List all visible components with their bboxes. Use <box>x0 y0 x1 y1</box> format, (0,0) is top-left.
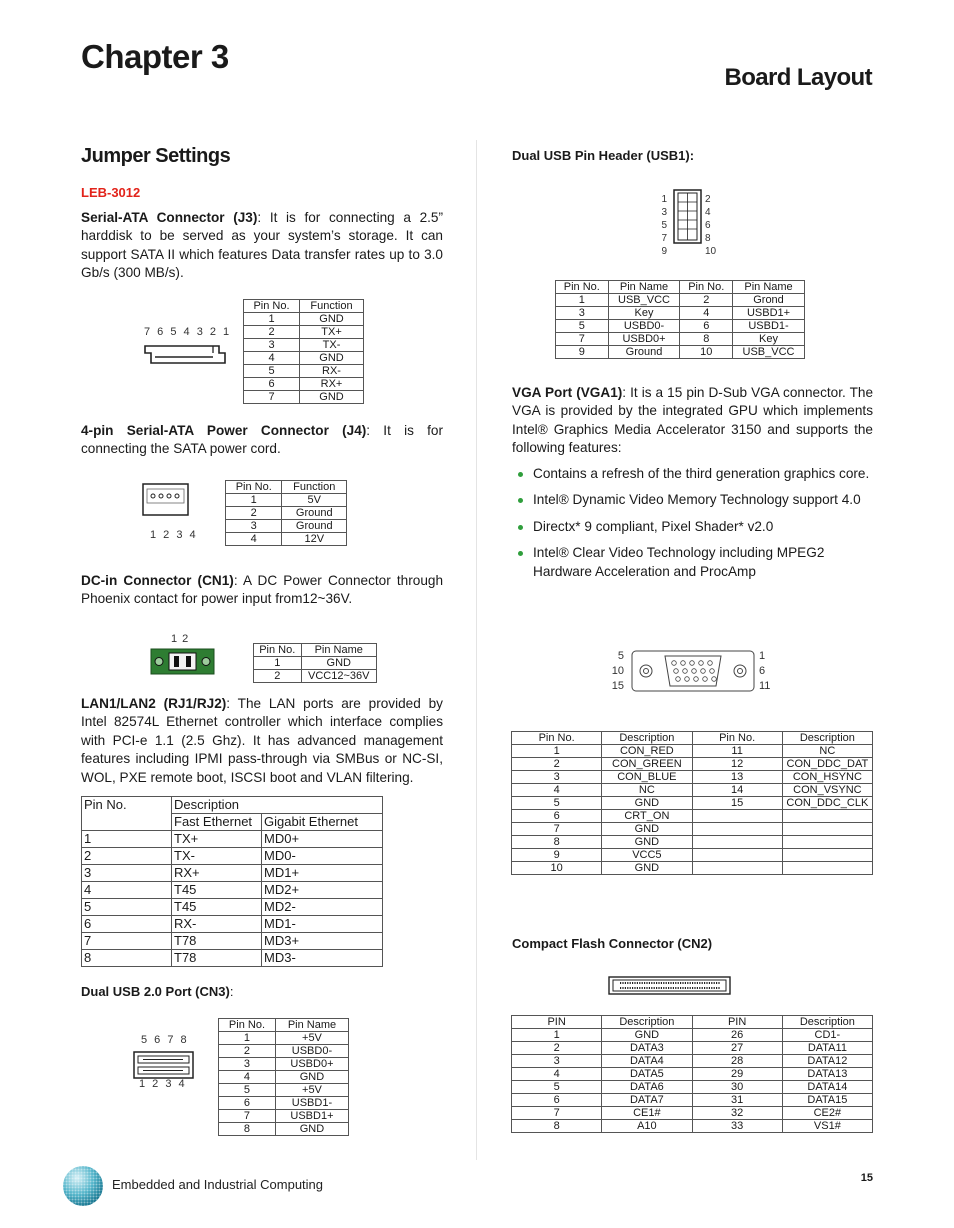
table-row: 3 CON_BLUE 13 CON_HSYNC <box>512 771 873 784</box>
table-row: 3 TX- <box>244 339 364 352</box>
sata-power-paragraph <box>81 422 443 459</box>
table-row: 1 5V <box>226 494 347 507</box>
table-row: 5 USBD0- 6 USBD1- <box>556 320 805 333</box>
usb1-pin-table <box>555 280 805 359</box>
table-row: 6 RX+ <box>244 378 364 391</box>
table-row: 2 TX+ <box>244 326 364 339</box>
usb2-connector-diagram <box>133 1051 195 1079</box>
table-row: 9 VCC5 <box>512 849 873 862</box>
table-header: Pin No. <box>219 1019 276 1032</box>
table-row: 4 12V <box>226 533 347 546</box>
sata-power-pin-table <box>225 480 347 546</box>
sata-pin-table <box>243 299 364 404</box>
usb1-heading: Dual USB Pin Header (USB1): <box>512 148 695 163</box>
company-logo-icon <box>62 1165 104 1207</box>
section-title: Board Layout <box>724 64 872 91</box>
table-header: Pin No. <box>254 644 302 657</box>
vga-pin-table <box>511 731 873 875</box>
table-row: 4 GND <box>219 1071 349 1084</box>
sata-pin-label: 7 6 5 4 3 2 1 <box>144 326 232 338</box>
table-row: 6 RX- MD1- <box>82 916 383 933</box>
table-row: 2 VCC12~36V <box>254 670 377 683</box>
usb2-bottom-label: 1 2 3 4 <box>139 1078 187 1090</box>
table-header: Description <box>602 1016 692 1029</box>
table-row: 8 GND <box>219 1123 349 1136</box>
table-header: Pin No. <box>692 732 782 745</box>
list-item: Intel® Dynamic Video Memory Technology support 4.0 <box>512 491 873 509</box>
list-item: Intel® Clear Video Technology including MPEG2 Hardware Acceleration and ProcAmp <box>512 544 873 581</box>
table-header: Pin No. <box>244 300 300 313</box>
cf-heading: Compact Flash Connector (CN2) <box>512 936 713 951</box>
table-header: Function <box>282 481 347 494</box>
table-header: Pin No. <box>512 732 602 745</box>
vga-feature-list <box>512 465 873 589</box>
chapter-title: Chapter 3 <box>81 38 229 75</box>
table-row: 8 T78 MD3- <box>82 950 383 967</box>
table-row: 4 DATA5 29 DATA13 <box>512 1068 873 1081</box>
usb2-heading <box>81 984 233 999</box>
table-row: 7 USBD1+ <box>219 1110 349 1123</box>
table-header: PIN <box>692 1016 782 1029</box>
table-row: 1 USB_VCC 2 Grond <box>556 294 805 307</box>
lan-title: LAN1/LAN2 (RJ1/RJ2) <box>81 696 227 711</box>
bullet-icon <box>518 525 523 530</box>
table-header: Pin Name <box>733 281 805 294</box>
table-row: 7 CE1# 32 CE2# <box>512 1107 873 1120</box>
table-row: 8 A10 33 VS1# <box>512 1120 873 1133</box>
lan-paragraph <box>81 695 443 787</box>
table-row: 4 NC 14 CON_VSYNC <box>512 784 873 797</box>
table-row: 6 USBD1- <box>219 1097 349 1110</box>
table-header: Function <box>300 300 364 313</box>
table-header: Pin No. <box>226 481 282 494</box>
table-row: 8 GND <box>512 836 873 849</box>
cf-connector-diagram <box>608 976 732 996</box>
table-header: Gigabit Ethernet <box>262 814 383 831</box>
table-row: 3 USBD0+ <box>219 1058 349 1071</box>
dcin-text: : A DC Power Connector through Phoenix contact for power input from12~36V. <box>81 573 444 607</box>
column-divider <box>476 140 477 1160</box>
table-row: 1 GND <box>244 313 364 326</box>
table-header: PIN <box>512 1016 602 1029</box>
vga-right-labels: 1 6 11 <box>759 650 771 692</box>
usb2-pin-table <box>218 1018 349 1136</box>
bullet-icon <box>518 498 523 503</box>
table-header: Description <box>782 1016 872 1029</box>
sata-title: Serial-ATA Connector (J3) <box>81 210 258 225</box>
vga-paragraph <box>512 384 873 458</box>
table-header: Fast Ethernet <box>172 814 262 831</box>
table-row: 10 GND <box>512 862 873 875</box>
sata-connector-diagram <box>143 340 228 370</box>
table-row: 2 CON_GREEN 12 CON_DDC_DAT <box>512 758 873 771</box>
table-row: 2 USBD0- <box>219 1045 349 1058</box>
table-row: 3 Ground <box>226 520 347 533</box>
sata-power-pin-label: 1 2 3 4 <box>150 529 198 541</box>
bullet-icon <box>518 551 523 556</box>
table-header: Description <box>782 732 872 745</box>
usb2-title: Dual USB 2.0 Port (CN3) <box>81 984 230 999</box>
table-row: 5 T45 MD2- <box>82 899 383 916</box>
vga-text: : It is a 15 pin D-Sub VGA connector. The VGA is provided by the integrated GPU which implements Intel® Graphics Media Accelerator 3150 and supports the following features: <box>512 385 873 456</box>
table-header: Pin Name <box>608 281 680 294</box>
table-row: 6 CRT_ON <box>512 810 873 823</box>
cf-pin-table <box>511 1015 873 1133</box>
table-header: Pin No. <box>82 797 172 831</box>
bullet-icon <box>518 472 523 477</box>
table-row: 7 T78 MD3+ <box>82 933 383 950</box>
table-row: 1 GND <box>254 657 377 670</box>
table-row: 1 GND 26 CD1- <box>512 1029 873 1042</box>
vga-title: VGA Port (VGA1) <box>512 385 623 400</box>
dcin-paragraph <box>81 572 443 609</box>
table-row: 4 T45 MD2+ <box>82 882 383 899</box>
table-row: 2 Ground <box>226 507 347 520</box>
lan-text: : The LAN ports are provided by Intel 82574L Ethernet controller which interface complies with PCI-e 1.1 (2.5 Ghz). It has advanced management features including IPMI pass-through via SMBus or NC-SI, WOL, PXE remote boot, ISCSI boot and VLAN filtering. <box>81 696 443 785</box>
table-row: 5 +5V <box>219 1084 349 1097</box>
table-row: 3 DATA4 28 DATA12 <box>512 1055 873 1068</box>
table-row: 6 DATA7 31 DATA15 <box>512 1094 873 1107</box>
vga-left-labels: 5 10 15 <box>611 650 624 692</box>
dcin-pin-label: 1 2 <box>171 633 190 645</box>
table-row: 7 GND <box>512 823 873 836</box>
sata-paragraph <box>81 209 443 283</box>
table-header: Pin Name <box>301 644 377 657</box>
list-item: Contains a refresh of the third generation graphics core. <box>512 465 873 483</box>
table-row: 7 USBD0+ 8 Key <box>556 333 805 346</box>
table-row: 1 CON_RED 11 NC <box>512 745 873 758</box>
usb2-colon: : <box>229 984 234 999</box>
sata-power-connector-diagram <box>142 483 190 517</box>
list-item: Directx* 9 compliant, Pixel Shader* v2.0 <box>512 518 873 536</box>
table-row: 2 DATA3 27 DATA11 <box>512 1042 873 1055</box>
lan-pin-table <box>81 796 383 967</box>
usb1-even-labels: 2 4 6 8 10 <box>705 194 717 257</box>
usb2-top-label: 5 6 7 8 <box>141 1034 189 1046</box>
dcin-title: DC-in Connector (CN1) <box>81 573 234 588</box>
table-header: Pin No. <box>680 281 733 294</box>
table-row: 4 GND <box>244 352 364 365</box>
footer-text: Embedded and Industrial Computing <box>112 1177 324 1192</box>
table-row: 3 Key 4 USBD1+ <box>556 307 805 320</box>
table-row: 2 TX- MD0- <box>82 848 383 865</box>
jumper-settings-heading: Jumper Settings <box>81 145 231 167</box>
table-header: Pin No. <box>556 281 609 294</box>
table-row: 5 DATA6 30 DATA14 <box>512 1081 873 1094</box>
table-row: 5 RX- <box>244 365 364 378</box>
table-row: 1 +5V <box>219 1032 349 1045</box>
table-header: Pin Name <box>275 1019 348 1032</box>
table-row: 1 TX+ MD0+ <box>82 831 383 848</box>
table-header: Description <box>602 732 692 745</box>
table-row: 7 GND <box>244 391 364 404</box>
dcin-connector-diagram <box>150 648 216 676</box>
table-header: Description <box>172 797 383 814</box>
usb1-odd-labels: 1 3 5 7 9 <box>661 194 667 257</box>
sata-power-title: 4-pin Serial-ATA Power Connector (J4) <box>81 423 367 438</box>
page-number: 15 <box>860 1172 873 1184</box>
sata-text: : It is for connecting a 2.5” harddisk to be served as your system’s storage. It can support SATA II which features Data transfer rates up to 3.0 Gb/s (300 MB/s). <box>81 210 443 281</box>
table-row: 5 GND 15 CON_DDC_CLK <box>512 797 873 810</box>
dcin-pin-table <box>253 643 377 683</box>
vga-connector-diagram <box>631 650 756 692</box>
usb1-header-diagram <box>673 189 703 245</box>
model-label: LEB-3012 <box>81 185 141 200</box>
sata-power-text: : It is for connecting the SATA power cord. <box>81 423 443 457</box>
table-row: 9 Ground 10 USB_VCC <box>556 346 805 359</box>
table-row: 3 RX+ MD1+ <box>82 865 383 882</box>
